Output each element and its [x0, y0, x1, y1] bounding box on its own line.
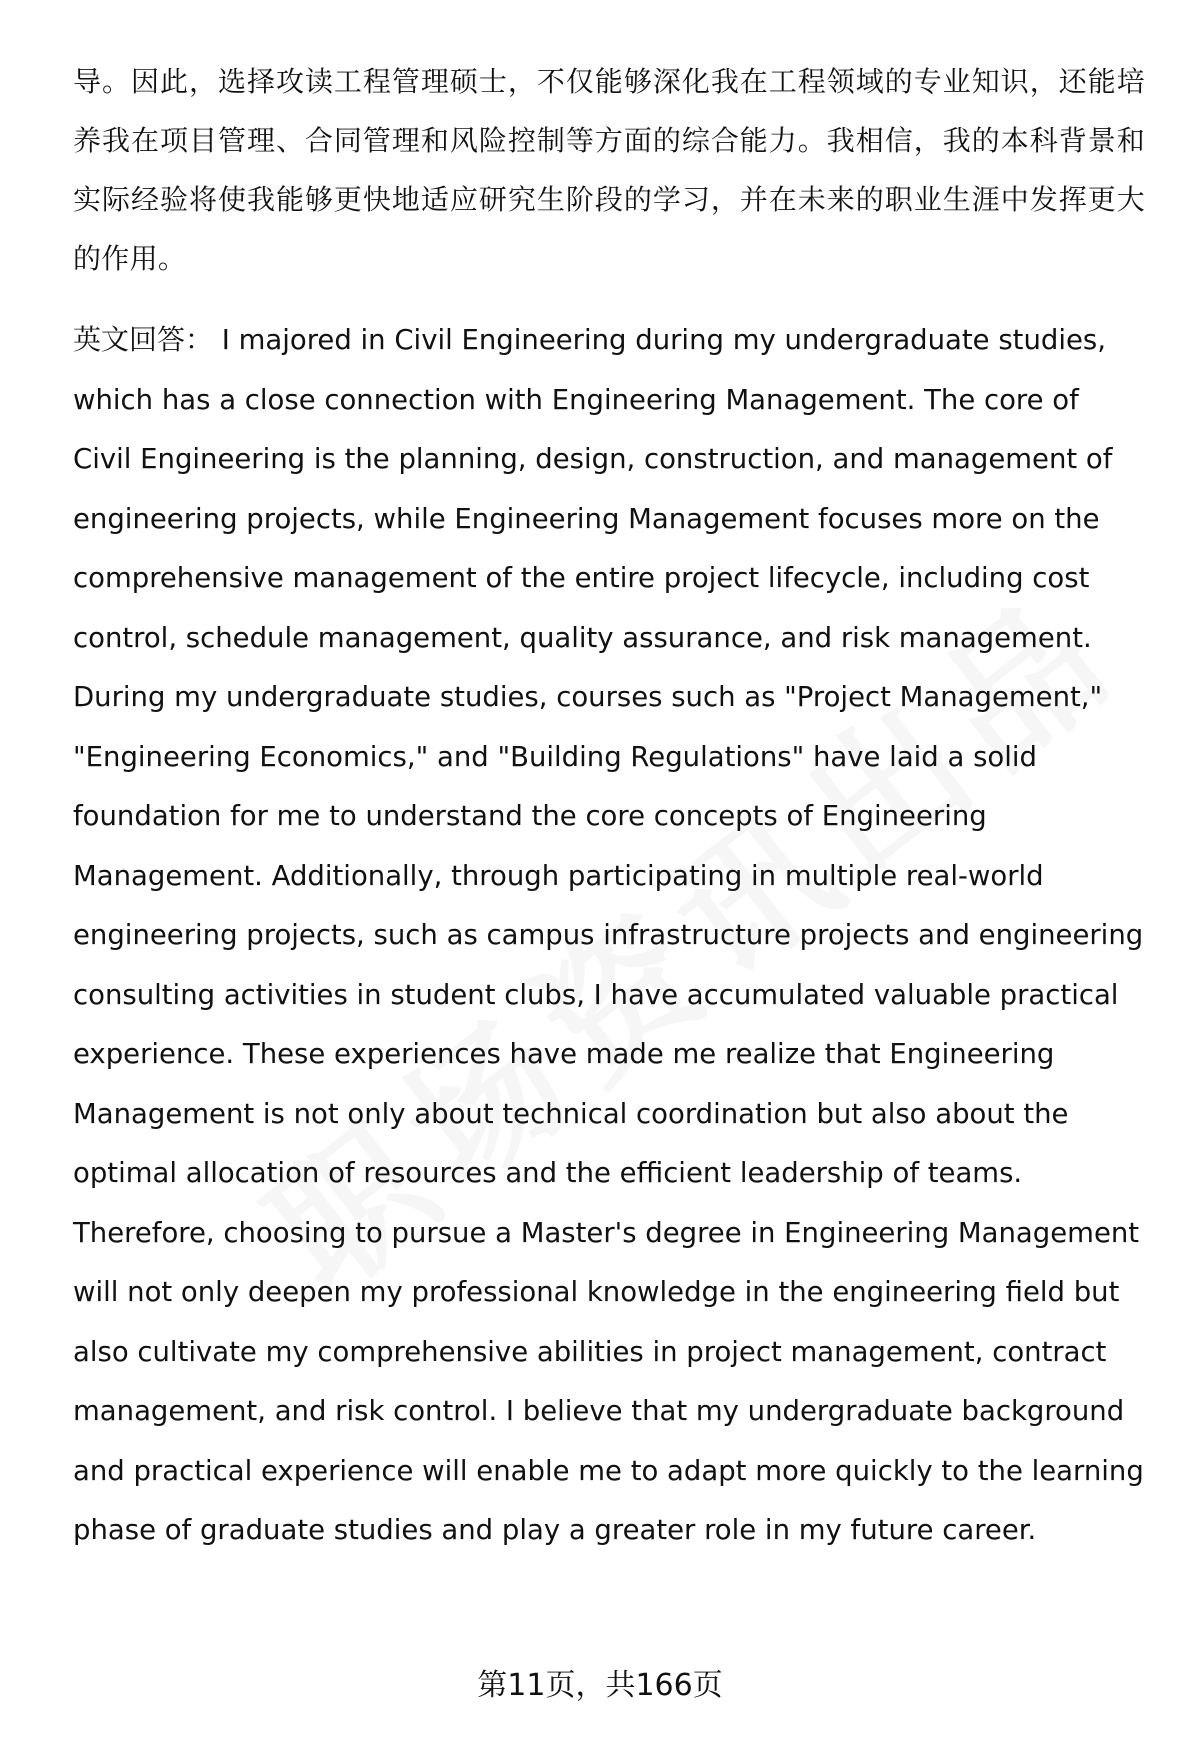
chinese-paragraph: 导。因此，选择攻读工程管理硕士，不仅能够深化我在工程领域的专业知识，还能培养我在项目管理、合同管理和风险控制等方面的综合能力。我相信，我的本科背景和实际经验将使我能够更快地适应研究生阶段的学习，并在未来的职业生涯中发挥更大的作用。 [73, 65, 1145, 275]
english-answer-paragraph [73, 310, 1145, 1561]
english-answer-label: 英文回答： [73, 323, 214, 356]
page-number: 第11页，共166页 [477, 1668, 723, 1703]
english-answer-text: I majored in Civil Engineering during my undergraduate studies, which has a close connection with Engineering Management. The core of Civil Engineering is the planning, design, construction, and management of engineering projects, while Engineering Management focuses more on the comprehensive management of the entire project lifecycle, including cost control, schedule management, quality assurance, and risk management. During my undergraduate studies, courses such as "Project Management," "Engineering Economics," and "Building Regulations" have laid a solid foundation for me to understand the core concepts of Engineering Management. Additionally, through participating in multiple real-world engineering projects, such as campus infrastructure projects and engineering consulting activities in student clubs, I have accumulated valuable practical experience. These experiences have made me realize that Engineering Management is not only about technical coordination but also about the optimal allocation of resources and the efficient leadership of teams. Therefore, choosing to pursue a Master's degree in Engineering Management will not only deepen my professional knowledge in the engineering field but also cultivate my comprehensive abilities in project management, contract management, and risk control. I believe that my undergraduate background and practical experience will enable me to adapt more quickly to the learning phase of graduate studies and play a greater role in my future career. [73, 324, 1144, 1546]
document-body [73, 52, 1145, 1561]
